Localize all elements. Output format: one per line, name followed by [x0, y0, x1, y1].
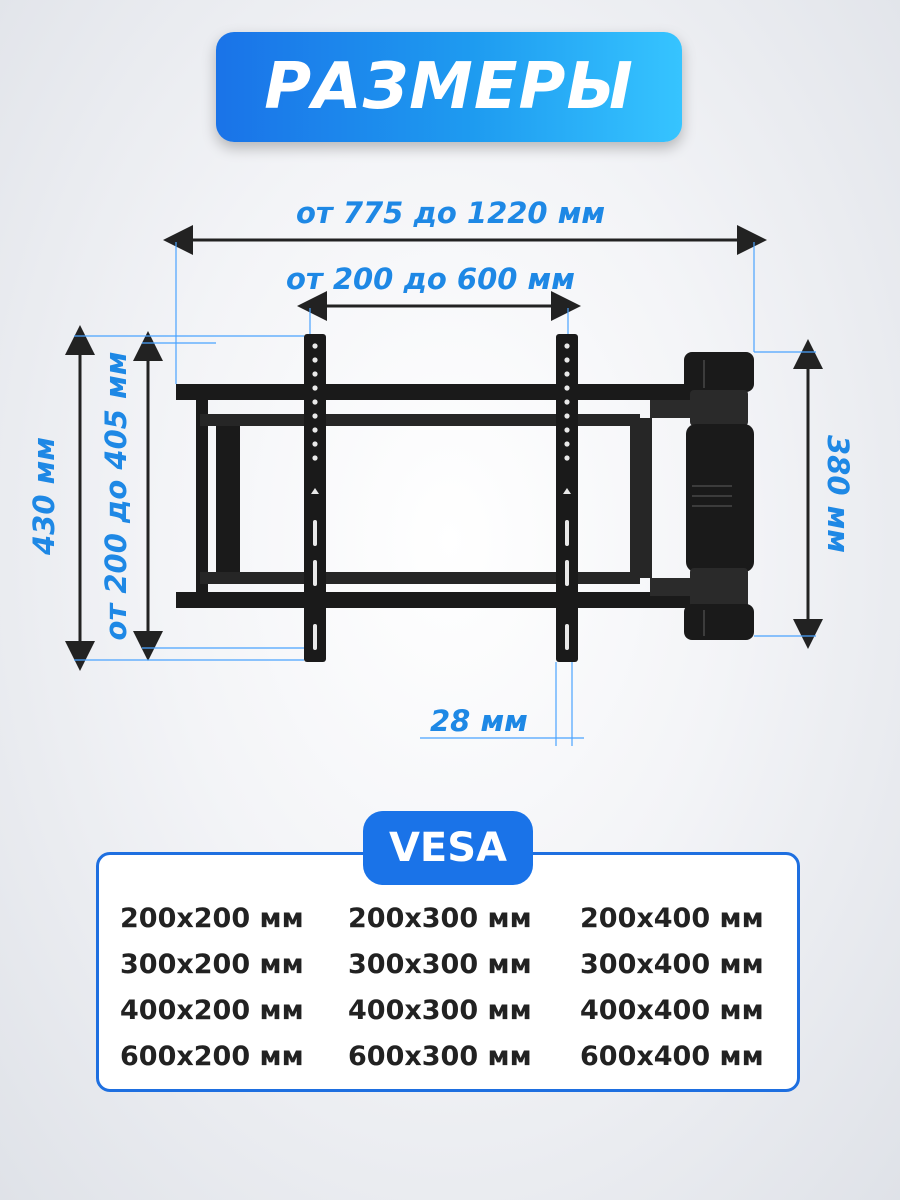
arm-top — [650, 400, 690, 418]
vesa-size-item: 200x400 мм — [580, 903, 764, 934]
page-title: РАЗМЕРЫ — [264, 50, 634, 124]
pivot-column — [686, 424, 754, 572]
vesa-size-item: 300x300 мм — [348, 949, 532, 980]
vesa-size-grid — [120, 900, 800, 1076]
vesa-size-item: 200x300 мм — [348, 903, 532, 934]
vesa-vertical-label: от 200 до 405 мм — [99, 351, 133, 641]
total-width-label: от 775 до 1220 мм — [296, 196, 606, 230]
vesa-size-item: 600x300 мм — [348, 1041, 532, 1072]
vesa-size-item: 300x400 мм — [580, 949, 764, 980]
pivot-joint-bottom — [690, 568, 748, 608]
vesa-badge-label: VESA — [388, 825, 508, 871]
frame-top-rail — [176, 384, 696, 400]
bracket — [176, 334, 754, 662]
arm-height-label: 380 мм — [821, 434, 855, 554]
vesa-size-item: 400x400 мм — [580, 995, 764, 1026]
frame-inner-post — [216, 418, 240, 574]
pivot-top-cap — [684, 352, 754, 392]
vesa-size-item: 400x200 мм — [120, 995, 304, 1026]
pivot-bottom-cap — [684, 604, 754, 640]
vesa-size-item: 200x200 мм — [120, 903, 304, 934]
vesa-size-item: 600x200 мм — [120, 1041, 304, 1072]
frame-bottom-rail — [176, 592, 696, 608]
frame-right-post — [630, 418, 652, 578]
frame-left-post — [196, 400, 208, 596]
vesa-horizontal-label: от 200 до 600 мм — [286, 262, 575, 296]
vesa-size-item: 600x400 мм — [580, 1041, 764, 1072]
depth-label: 28 мм — [430, 704, 528, 738]
vesa-strip-left — [304, 334, 326, 662]
total-height-label: 430 мм — [27, 436, 61, 556]
arm-bottom — [650, 578, 690, 596]
vesa-size-item: 400x300 мм — [348, 995, 532, 1026]
vesa-badge — [363, 811, 533, 885]
vesa-size-item: 300x200 мм — [120, 949, 304, 980]
vesa-strip-right — [556, 334, 578, 662]
pivot-joint-top — [690, 390, 748, 426]
